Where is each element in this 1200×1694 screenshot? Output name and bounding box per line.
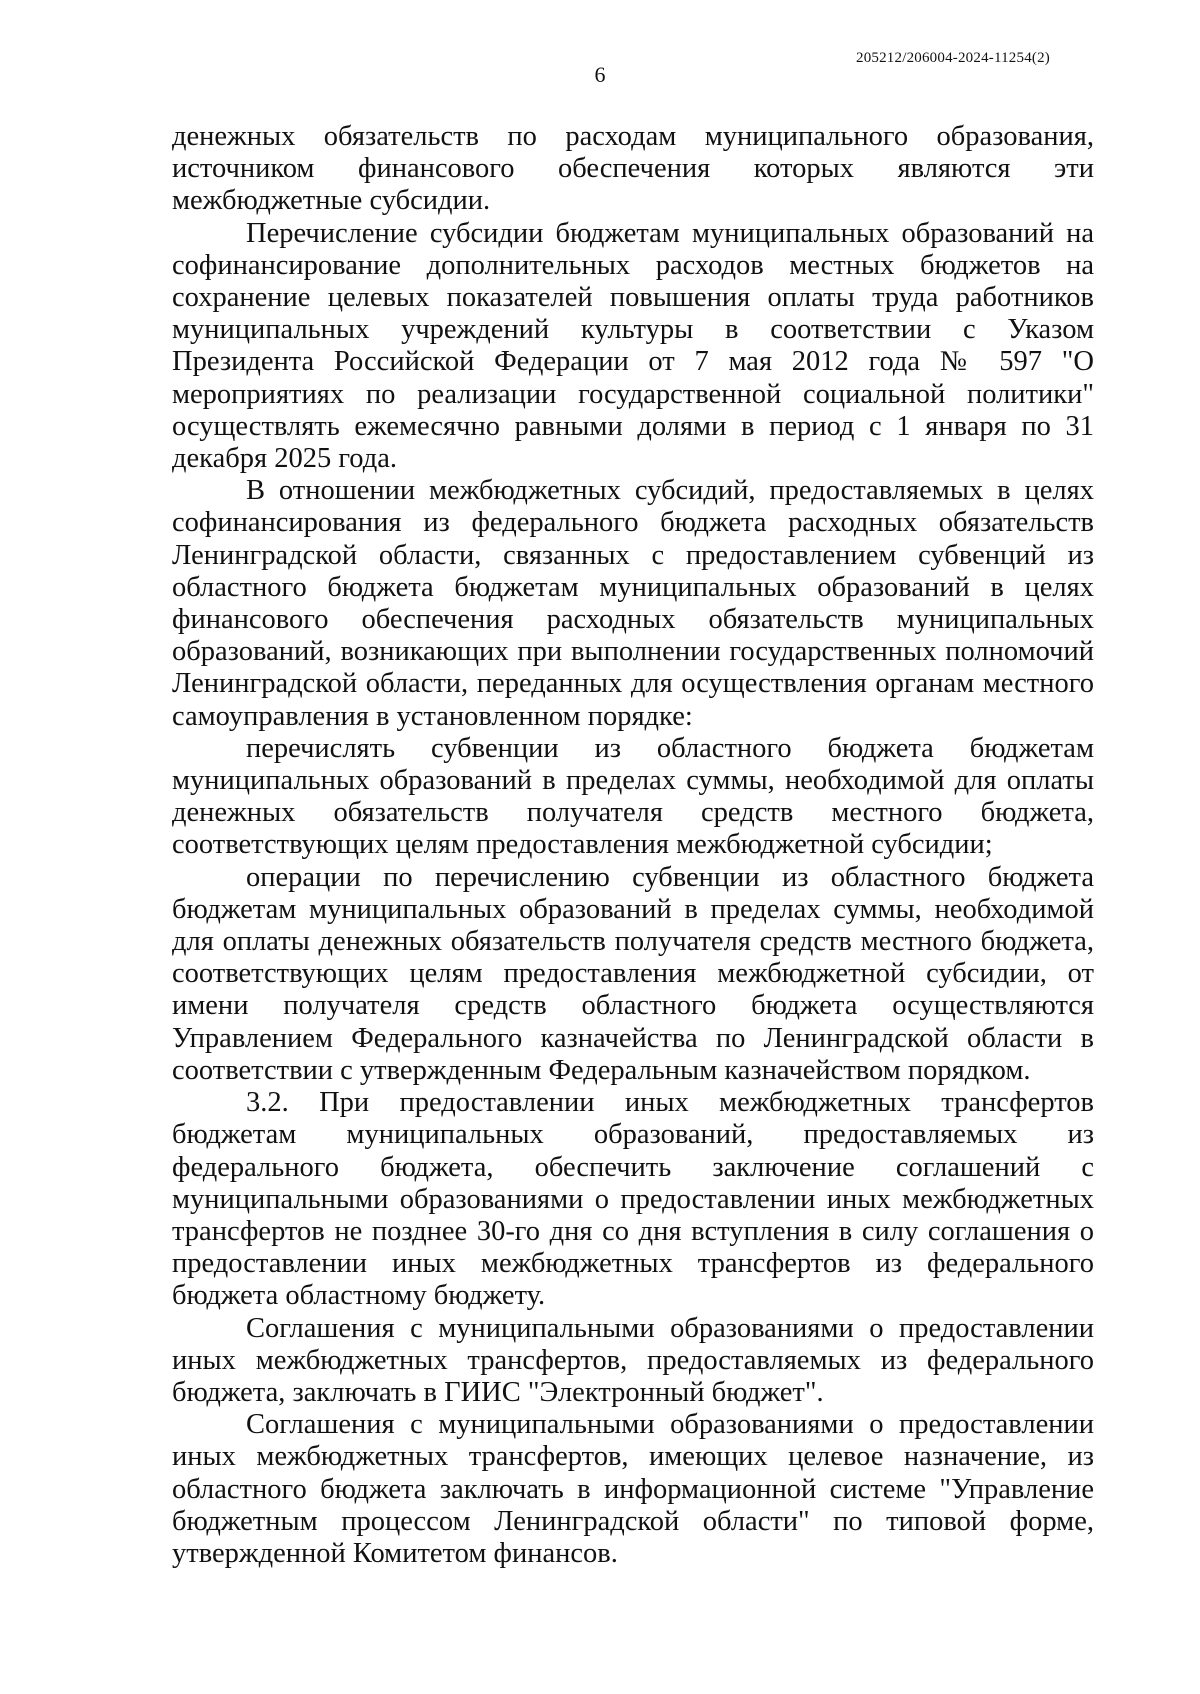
paragraph-continuation: денежных обязательств по расходам муниципального образования, источником финансового обеспечения которых являются эти межбюджетные субсидии. [172, 121, 1094, 217]
paragraph-transfer-subventions: перечислять субвенции из областного бюджета бюджетам муниципальных образований в пределах суммы, необходимой для оплаты денежных обязательств получателя средств местного бюджета, соответствующих целям предоставления межбюджетной субсидии; [172, 732, 1094, 861]
page-number: 6 [594, 62, 606, 87]
paragraph-agreements-regional: Соглашения с муниципальными образованиями о предоставлении иных межбюджетных трансфертов, имеющих целевое назначение, из областного бюджета заключать в информационной системе "Управление бюджетным процессом Ленинградской области" по типовой форме, утвержденной Комитетом финансов. [172, 1409, 1094, 1569]
paragraph-agreements-federal: Соглашения с муниципальными образованиями о предоставлении иных межбюджетных трансфертов, предоставляемых из федерального бюджета, заключать в ГИИС "Электронный бюджет". [172, 1312, 1094, 1408]
document-body [172, 121, 1094, 1570]
paragraph-section-3-2: 3.2. При предоставлении иных межбюджетных трансфертов бюджетам муниципальных образований, предоставляемых из федерального бюджета, обеспечить заключение соглашений с муниципальными образованиями о предоставлении иных межбюджетных трансфертов не позднее 30-го дня со дня вступления в силу соглашения о предоставлении иных межбюджетных трансфертов из федерального бюджета областному бюджету. [172, 1087, 1094, 1312]
paragraph-subsidy-transfer: Перечисление субсидии бюджетам муниципальных образований на софинансирование дополнительных расходов местных бюджетов на сохранение целевых показателей повышения оплаты труда работников муниципальных учреждений культуры в соответствии с Указом Президента Российской Федерации от 7 мая 2012 года № 597 "О мероприятиях по реализации государственной социальной политики" осуществлять ежемесячно равными долями в период с 1 января по 31 декабря 2025 года. [172, 217, 1094, 475]
document-id: 205212/206004-2024-11254(2) [856, 50, 1050, 66]
paragraph-operations: операции по перечислению субвенции из областного бюджета бюджетам муниципальных образований в пределах суммы, необходимой для оплаты денежных обязательств получателя средств местного бюджета, соответствующих целям предоставления межбюджетной субсидии, от имени получателя средств областного бюджета осуществляются Управлением Федерального казначейства по Ленинградской области в соответствии с утвержденным Федеральным казначейством порядком. [172, 861, 1094, 1086]
paragraph-interbudget-subsidies: В отношении межбюджетных субсидий, предоставляемых в целях софинансирования из федерального бюджета расходных обязательств Ленинградской области, связанных с предоставлением субвенций из областного бюджета бюджетам муниципальных образований в целях финансового обеспечения расходных обязательств муниципальных образований, возникающих при выполнении государственных полномочий Ленинградской области, переданных для осуществления органам местного самоуправления в установленном порядке: [172, 475, 1094, 732]
